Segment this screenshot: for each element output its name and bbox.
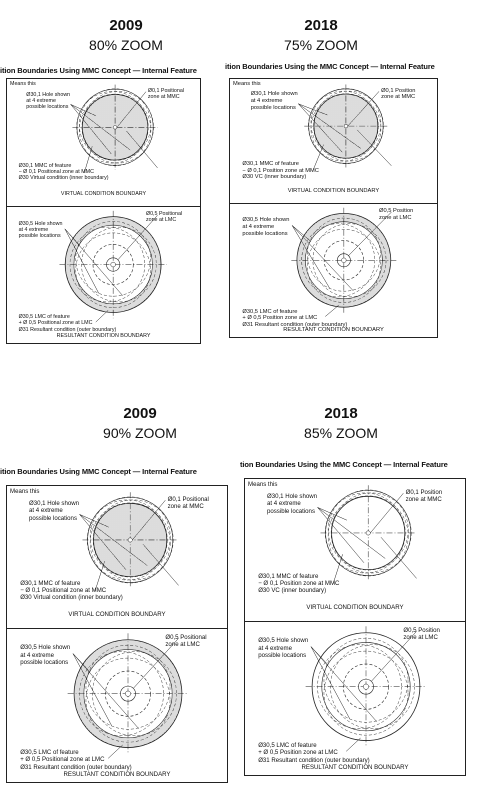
mmc-calc-line: Ø30,1 MMC of feature bbox=[18, 162, 72, 169]
position-zone-note-line: zone at LMC bbox=[379, 214, 412, 221]
header-2009-bottom bbox=[70, 405, 210, 442]
hole-diagram bbox=[291, 208, 396, 313]
hole-shown-note-line: Ø30,5 Hole shown bbox=[242, 217, 290, 224]
hole-shown-note bbox=[20, 644, 70, 666]
position-zone-note-line: Ø0,1 Position bbox=[381, 87, 416, 94]
position-zone-note-line: zone at MMC bbox=[405, 496, 442, 504]
mmc-calc bbox=[19, 163, 109, 182]
hole-shown-note bbox=[29, 500, 79, 522]
header-2009-top bbox=[56, 17, 196, 54]
hole-shown-note-line: at 4 extreme bbox=[26, 98, 56, 105]
hole-shown-note-line: possible locations bbox=[258, 651, 307, 659]
header-2018-bottom bbox=[271, 405, 411, 442]
hole-shown-note-line: at 4 extreme bbox=[250, 98, 283, 105]
lmc-calc bbox=[20, 749, 132, 771]
hole-shown-note-line: possible locations bbox=[267, 507, 315, 515]
figure-panel-p2018b bbox=[240, 460, 468, 776]
means-this-line: Means this bbox=[10, 488, 40, 495]
zoom-label: 90% ZOOM bbox=[103, 425, 177, 441]
position-zone-note bbox=[146, 211, 182, 224]
lmc-calc-line: Ø31 Resultant condition (outer boundary) bbox=[18, 326, 117, 333]
mmc-calc bbox=[242, 161, 318, 181]
mmc-cell bbox=[7, 486, 227, 628]
mmc-calc-line: Ø30 Virtual condition (inner boundary) bbox=[20, 594, 123, 602]
hole-diagram bbox=[82, 492, 177, 587]
position-zone-note-line: Ø0,1 Positional bbox=[167, 495, 209, 503]
mmc-calc-line: Ø30 VC (inner boundary) bbox=[242, 174, 307, 181]
zoom-label: 75% ZOOM bbox=[284, 37, 358, 53]
position-zone-note-line: zone at LMC bbox=[145, 217, 177, 224]
lmc-calc-line: + Ø 0,5 Positional zone at LMC bbox=[20, 756, 105, 764]
hole-diagram bbox=[304, 84, 387, 167]
position-zone-note-line: zone at MMC bbox=[167, 503, 204, 511]
means-this bbox=[233, 81, 261, 88]
hole-shown-note-line: possible locations bbox=[18, 233, 61, 240]
year-label: 2009 bbox=[123, 405, 157, 422]
hole-diagram bbox=[68, 633, 189, 754]
hole-shown-note-line: at 4 extreme bbox=[242, 224, 275, 231]
resultant-condition-caption: RESULTANT CONDITION BOUNDARY bbox=[63, 770, 171, 778]
mmc-cell bbox=[7, 79, 200, 206]
hole-shown-note-line: Ø30,1 Hole shown bbox=[250, 91, 298, 98]
figure-box bbox=[6, 485, 228, 783]
position-zone-note bbox=[403, 627, 440, 641]
figure-title: ition Boundaries Using the MMC Concept — Internal Feature bbox=[225, 62, 435, 71]
means-this bbox=[248, 481, 277, 488]
figure-box bbox=[229, 78, 438, 338]
hole-shown-note bbox=[19, 221, 63, 240]
mmc-calc-line: − Ø 0,1 Position zone at MMC bbox=[242, 167, 319, 174]
figure-title: tion Boundaries Using the MMC Concept — Internal Feature bbox=[240, 460, 448, 469]
lmc-calc bbox=[19, 314, 117, 333]
hole-shown-note-line: Ø30,5 Hole shown bbox=[258, 637, 309, 645]
position-zone-note bbox=[381, 88, 415, 102]
position-zone-note bbox=[168, 496, 209, 510]
lmc-calc-line: + Ø 0,5 Positional zone at LMC bbox=[18, 320, 93, 327]
virtual-condition-caption: VIRTUAL CONDITION BOUNDARY bbox=[287, 188, 380, 195]
mmc-calc-line: − Ø 0,1 Position zone at MMC bbox=[258, 579, 340, 587]
position-zone-note bbox=[148, 88, 184, 101]
means-this-line: Means this bbox=[10, 81, 36, 87]
resultant-condition-caption: RESULTANT CONDITION BOUNDARY bbox=[56, 333, 151, 340]
hole-shown-note-line: possible locations bbox=[29, 514, 77, 522]
lmc-calc-line: Ø31 Resultant condition (outer boundary) bbox=[242, 322, 348, 329]
hole-diagram bbox=[320, 485, 415, 580]
position-zone-note-line: zone at LMC bbox=[165, 640, 200, 648]
hole-shown-note-line: at 4 extreme bbox=[258, 644, 292, 652]
hole-shown-note-line: Ø30,1 Hole shown bbox=[267, 493, 318, 501]
figure-panel-p2018 bbox=[225, 62, 440, 338]
year-label: 2018 bbox=[304, 17, 338, 34]
hole-diagram bbox=[59, 211, 166, 318]
position-zone-note bbox=[406, 489, 443, 503]
lmc-cell bbox=[230, 203, 437, 337]
mmc-calc-line: Ø30,1 MMC of feature bbox=[20, 579, 81, 587]
virtual-condition-caption: VIRTUAL CONDITION BOUNDARY bbox=[306, 603, 404, 611]
hole-shown-note-line: at 4 extreme bbox=[20, 651, 54, 659]
resultant-condition-caption: RESULTANT CONDITION BOUNDARY bbox=[283, 327, 384, 334]
position-zone-note-line: Ø0,1 Position bbox=[405, 488, 443, 496]
hole-shown-note bbox=[258, 637, 308, 659]
lmc-cell bbox=[245, 621, 465, 775]
position-zone-note-line: Ø0,1 Positional bbox=[147, 87, 185, 94]
figure-box bbox=[6, 78, 201, 344]
hole-shown-note-line: Ø30,5 Hole shown bbox=[20, 644, 71, 652]
mmc-calc-line: Ø30 Virtual condition (inner boundary) bbox=[18, 175, 109, 182]
hole-shown-note-line: possible locations bbox=[26, 104, 69, 111]
lmc-cell bbox=[7, 628, 227, 782]
mmc-calc bbox=[20, 580, 123, 602]
resultant-condition-caption: RESULTANT CONDITION BOUNDARY bbox=[301, 763, 409, 771]
mmc-calc bbox=[258, 573, 339, 595]
lmc-calc-line: Ø30,5 LMC of feature bbox=[258, 742, 317, 750]
mmc-calc-line: − Ø 0,1 Positional zone at MMC bbox=[18, 169, 94, 176]
lmc-calc bbox=[242, 309, 347, 329]
year-label: 2009 bbox=[109, 17, 143, 34]
hole-shown-note-line: Ø30,5 Hole shown bbox=[18, 220, 63, 227]
hole-shown-note bbox=[242, 217, 289, 237]
means-this-line: Means this bbox=[248, 481, 278, 488]
hole-shown-note-line: possible locations bbox=[242, 230, 288, 237]
header-2018-top bbox=[251, 17, 391, 54]
lmc-calc-line: Ø30,5 LMC of feature bbox=[18, 313, 70, 320]
position-zone-note bbox=[165, 634, 206, 648]
lmc-calc-line: Ø31 Resultant condition (outer boundary) bbox=[20, 763, 132, 771]
position-zone-note-line: zone at MMC bbox=[381, 94, 416, 101]
mmc-cell bbox=[245, 479, 465, 621]
hole-shown-note-line: possible locations bbox=[250, 104, 296, 111]
zoom-label: 85% ZOOM bbox=[304, 425, 378, 441]
mmc-calc-line: Ø30,1 MMC of feature bbox=[242, 160, 299, 167]
hole-shown-note-line: Ø30,1 Hole shown bbox=[29, 500, 80, 508]
means-this bbox=[10, 488, 39, 495]
figure-title: ition Boundaries Using MMC Concept — Internal Feature bbox=[0, 66, 197, 75]
lmc-calc-line: Ø31 Resultant condition (outer boundary) bbox=[258, 756, 370, 764]
hole-shown-note-line: Ø30,1 Hole shown bbox=[26, 91, 71, 98]
figure-panel-p2009 bbox=[0, 66, 203, 344]
figure-panel-p2009b bbox=[0, 467, 230, 783]
lmc-cell bbox=[7, 206, 200, 343]
position-zone-note bbox=[379, 208, 413, 222]
position-zone-note-line: zone at LMC bbox=[403, 633, 438, 641]
hole-shown-note-line: possible locations bbox=[20, 658, 69, 666]
mmc-calc-line: − Ø 0,1 Positional zone at MMC bbox=[20, 586, 107, 594]
means-this bbox=[10, 81, 36, 87]
position-zone-note-line: Ø0,5 Position bbox=[403, 626, 440, 634]
hole-shown-note bbox=[251, 91, 298, 111]
position-zone-note-line: Ø0,5 Positional bbox=[165, 633, 207, 641]
mmc-calc-line: Ø30 VC (inner boundary) bbox=[258, 587, 327, 595]
hole-shown-note-line: at 4 extreme bbox=[29, 507, 63, 515]
lmc-calc-line: + Ø 0,5 Position zone at LMC bbox=[258, 749, 338, 757]
figure-title: ition Boundaries Using MMC Concept — Internal Feature bbox=[0, 467, 197, 476]
mmc-calc-line: Ø30,1 MMC of feature bbox=[258, 572, 319, 580]
zoom-label: 80% ZOOM bbox=[89, 37, 163, 53]
position-zone-note-line: Ø0,5 Position bbox=[379, 208, 414, 215]
virtual-condition-caption: VIRTUAL CONDITION BOUNDARY bbox=[68, 610, 166, 618]
hole-shown-note-line: at 4 extreme bbox=[267, 500, 301, 508]
hole-diagram bbox=[72, 85, 157, 170]
hole-diagram bbox=[306, 626, 427, 747]
lmc-calc-line: + Ø 0,5 Position zone at LMC bbox=[242, 315, 318, 322]
position-zone-note-line: Ø0,5 Positional bbox=[145, 211, 183, 218]
virtual-condition-caption: VIRTUAL CONDITION BOUNDARY bbox=[60, 190, 147, 197]
mmc-cell bbox=[230, 79, 437, 203]
means-this-line: Means this bbox=[233, 81, 261, 87]
figure-box bbox=[244, 478, 466, 776]
year-label: 2018 bbox=[324, 405, 358, 422]
hole-shown-note bbox=[267, 493, 317, 515]
lmc-calc-line: Ø30,5 LMC of feature bbox=[20, 749, 79, 757]
hole-shown-note bbox=[26, 92, 70, 111]
position-zone-note-line: zone at MMC bbox=[147, 94, 180, 101]
lmc-calc bbox=[258, 742, 370, 764]
hole-shown-note-line: at 4 extreme bbox=[18, 227, 49, 234]
lmc-calc-line: Ø30,5 LMC of feature bbox=[242, 308, 298, 315]
